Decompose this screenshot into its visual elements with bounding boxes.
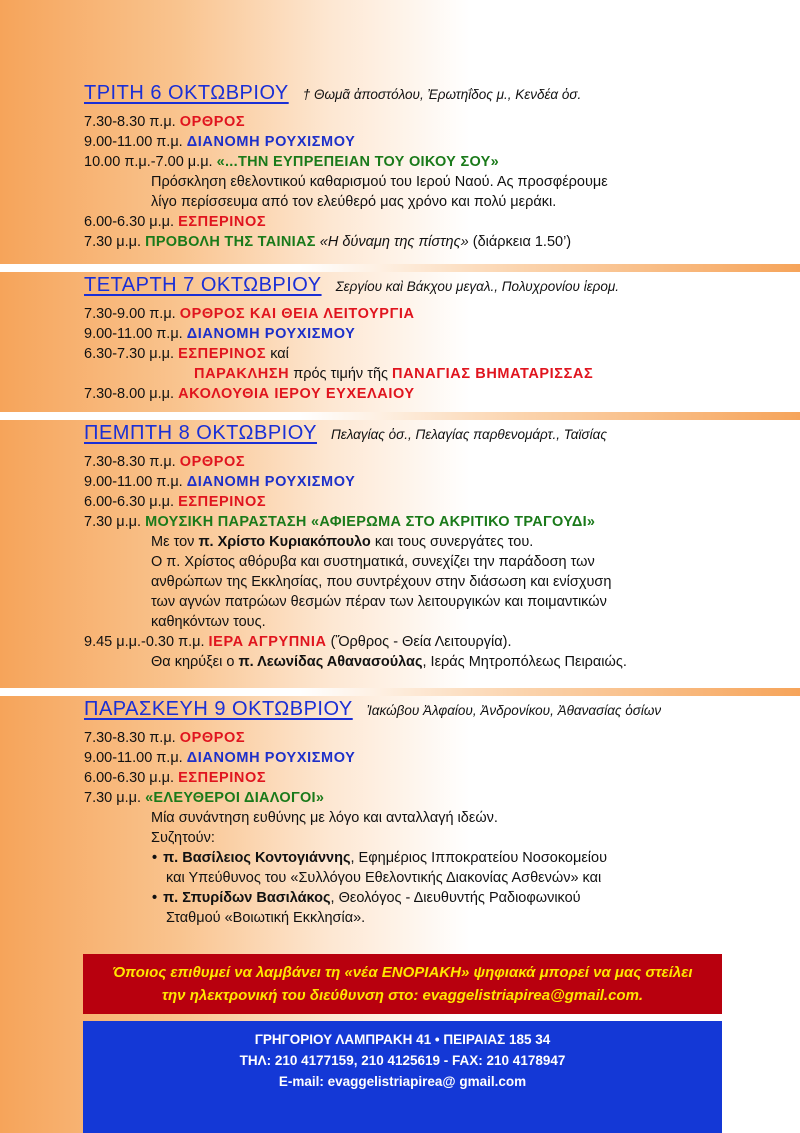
text: , Ιεράς Μητροπόλεως Πειραιώς. [422,654,627,670]
description-line [84,652,720,672]
text: , Εφημέριος Ιπποκρατείου Νοσοκομείου [350,850,607,866]
time: 10.00 π.μ.-7.00 μ.μ. [84,154,213,170]
event-name: ΟΡΘΡΟΣ [179,114,246,130]
schedule-line [84,152,720,172]
speaker-list-item [84,848,720,868]
day-section-tuesday [80,82,720,252]
event-name: ΜΟΥΣΙΚΗ ΠΑΡΑΣΤΑΣΗ «ΑΦΙΕΡΩΜΑ ΣΤΟ ΑΚΡΙΤΙΚΟ ΤΡΑΓΟΥΔΙ» [145,514,596,530]
day-section-thursday [80,422,720,672]
description-line: Ο π. Χρίστος αθόρυβα και συστηματικά, συνεχίζει την παράδοση των [151,554,595,570]
time: 9.00-11.00 π.μ. [84,750,183,766]
day-header [84,274,720,300]
event-name: ΟΡΘΡΟΣ [179,454,246,470]
email: E-mail: evaggelistriapirea@ gmail.com [278,1074,527,1089]
description-line: καθηκόντων τους. [151,614,266,630]
duration: (διάρκεια 1.50’) [472,234,572,250]
phone-numbers: ΤΗΛ: 210 4177159, 210 4125619 - FAX: 210 4178947 [239,1053,566,1068]
time: 7.30 μ.μ. [84,514,142,530]
schedule-line [84,344,720,364]
day-header [84,698,720,724]
time: 7.30 μ.μ. [84,234,142,250]
schedule-line [84,364,720,384]
person-name: π. Σπυρίδων Βασιλάκος [163,890,331,906]
time: 7.30-8.30 π.μ. [84,454,176,470]
schedule-line [84,472,720,492]
time: 7.30-8.30 π.μ. [84,114,176,130]
description-line: λίγο περίσσευμα από τον ελεύθερό μας χρόνο και πολύ μεράκι. [151,194,557,210]
section-divider [0,264,800,272]
film-title: «Η δύναμη της πίστης» [319,234,469,250]
schedule-line [84,324,720,344]
speaker-list-item [84,888,720,908]
schedule-line [84,304,720,324]
event-name: ΔΙΑΝΟΜΗ ΡΟΥΧΙΣΜΟΥ [186,750,356,766]
time: 7.30-9.00 π.μ. [84,306,176,322]
time: 7.30 μ.μ. [84,790,142,806]
schedule-line [84,492,720,512]
day-title: ΤΡΙΤΗ 6 ΟΚΤΩΒΡΙΟΥ [84,82,289,104]
description-line: Συζητούν: [151,830,215,846]
schedule-line [84,384,720,404]
time: 6.00-6.30 μ.μ. [84,494,175,510]
event-name: ΕΣΠΕΡΙΝΟΣ [178,770,267,786]
day-header [84,82,720,108]
schedule-line [84,748,720,768]
person-name: π. Βασίλειος Κοντογιάννης [163,850,351,866]
event-name: ΑΚΟΛΟΥΘΙΑ ΙΕΡΟΥ ΕΥΧΕΛΑΙΟΥ [178,386,415,402]
text: Θα κηρύξει ο [151,654,235,670]
time: 6.30-7.30 μ.μ. [84,346,175,362]
time: 6.00-6.30 μ.μ. [84,770,175,786]
saints-of-day: † Θωμᾶ ἀποστόλου, Ἐρωτηΐδος μ., Κενδέα ὁσ. [302,87,582,102]
saints-of-day: Ἰακώβου Ἀλφαίου, Ἀνδρονίκου, Ἀθανασίας ὁσίων [366,703,662,718]
notice-line: την ηλεκτρονική του διεύθυνση στο: evaggelistriapirea@gmail.com. [161,987,644,1004]
day-section-friday [80,698,720,928]
description-line [84,532,720,552]
text: , Θεολόγος - Διευθυντής Ραδιοφωνικού [330,890,581,906]
event-name: ΠΡΟΒΟΛΗ ΤΗΣ ΤΑΙΝΙΑΣ [145,234,316,250]
connector-text: πρός τιμήν τῆς [293,366,388,382]
schedule-line [84,632,720,652]
notice-line: Όποιος επιθυμεί να λαμβάνει τη «νέα ΕΝΟΡΙΑΚΗ» ψηφιακά μπορεί να μας στείλει [112,964,693,981]
time: 9.00-11.00 π.μ. [84,134,183,150]
time: 9.00-11.00 π.μ. [84,474,183,490]
day-section-wednesday [80,274,720,404]
day-title: ΠΕΜΠΤΗ 8 ΟΚΤΩΒΡΙΟΥ [84,422,317,444]
schedule-line [84,728,720,748]
address: ΓΡΗΓΟΡΙΟΥ ΛΑΜΠΡΑΚΗ 41 • ΠΕΙΡΑΙΑΣ 185 34 [254,1032,551,1047]
schedule-line [84,112,720,132]
schedule-line [84,212,720,232]
event-name: ΔΙΑΝΟΜΗ ΡΟΥΧΙΣΜΟΥ [186,134,356,150]
time: 7.30-8.00 μ.μ. [84,386,175,402]
time: 7.30-8.30 π.μ. [84,730,176,746]
day-title: ΤΕΤΑΡΤΗ 7 ΟΚΤΩΒΡΙΟΥ [84,274,322,296]
person-name: π. Λεωνίδας Αθανασούλας [238,654,423,670]
section-divider [0,688,800,696]
schedule-line [84,512,720,532]
description-line: των αγνών πατρώων θεσμών πέραν των λειτουργικών και ποιμαντικών [151,594,607,610]
event-note: (Ὄρθρος - Θεία Λειτουργία). [330,634,512,650]
description-line: Σταθμού «Βοιωτική Εκκλησία». [166,910,366,926]
bullet-icon: • [152,890,158,906]
event-name: ΕΣΠΕΡΙΝΟΣ [178,346,267,362]
description-line: Πρόσκληση εθελοντικού καθαρισμού του Ιερού Ναού. Ας προσφέρουμε [151,174,608,190]
event-name: ΟΡΘΡΟΣ [179,730,246,746]
description-line: Μία συνάντηση ευθύνης με λόγο και ανταλλαγή ιδεών. [151,810,498,826]
event-name: ΔΙΑΝΟΜΗ ΡΟΥΧΙΣΜΟΥ [186,474,356,490]
day-title: ΠΑΡΑΣΚΕΥΗ 9 ΟΚΤΩΒΡΙΟΥ [84,698,353,720]
contact-footer [83,1021,722,1133]
time: 6.00-6.30 μ.μ. [84,214,175,230]
text: και τους συνεργάτες του. [374,534,534,550]
schedule-line [84,452,720,472]
event-name: ΔΙΑΝΟΜΗ ΡΟΥΧΙΣΜΟΥ [186,326,356,342]
conjunction: καί [270,346,289,362]
event-name: «...ΤΗΝ ΕΥΠΡΕΠΕΙΑΝ ΤΟΥ ΟΙΚΟΥ ΣΟΥ» [216,154,499,170]
saints-of-day: Πελαγίας ὁσ., Πελαγίας παρθενομάρτ., Ταϊσίας [330,427,607,442]
schedule-line [84,132,720,152]
section-divider [0,412,800,420]
time: 9.00-11.00 π.μ. [84,326,183,342]
schedule-line [84,768,720,788]
day-header [84,422,720,448]
time: 9.45 μ.μ.-0.30 π.μ. [84,634,205,650]
event-name: ΕΣΠΕΡΙΝΟΣ [178,494,267,510]
event-name: ΠΑΝΑΓΙΑΣ ΒΗΜΑΤΑΡΙΣΣΑΣ [392,366,594,382]
schedule-line [84,232,720,252]
event-name: «ΕΛΕΥΘΕΡΟΙ ΔΙΑΛΟΓΟΙ» [145,790,325,806]
event-name: ΕΣΠΕΡΙΝΟΣ [178,214,267,230]
description-line: ανθρώπων της Εκκλησίας, που συντρέχουν στην διάσωση και ενίσχυση [151,574,612,590]
event-name: ΟΡΘΡΟΣ ΚΑΙ ΘΕΙΑ ΛΕΙΤΟΥΡΓΙΑ [179,306,415,322]
event-name: ΙΕΡΑ ΑΓΡΥΠΝΙΑ [208,634,327,650]
text: Με τον [151,534,195,550]
description-line: και Υπεύθυνος του «Συλλόγου Εθελοντικής Διακονίας Ασθενών» και [166,870,602,886]
digital-subscription-notice [83,954,722,1014]
saints-of-day: Σεργίου καὶ Βάκχου μεγαλ., Πολυχρονίου ἱερομ. [335,279,620,294]
person-name: π. Χρίστο Κυριακόπουλο [198,534,371,550]
bullet-icon: • [152,850,158,866]
schedule-line [84,788,720,808]
event-name: ΠΑΡΑΚΛΗΣΗ [194,366,290,382]
